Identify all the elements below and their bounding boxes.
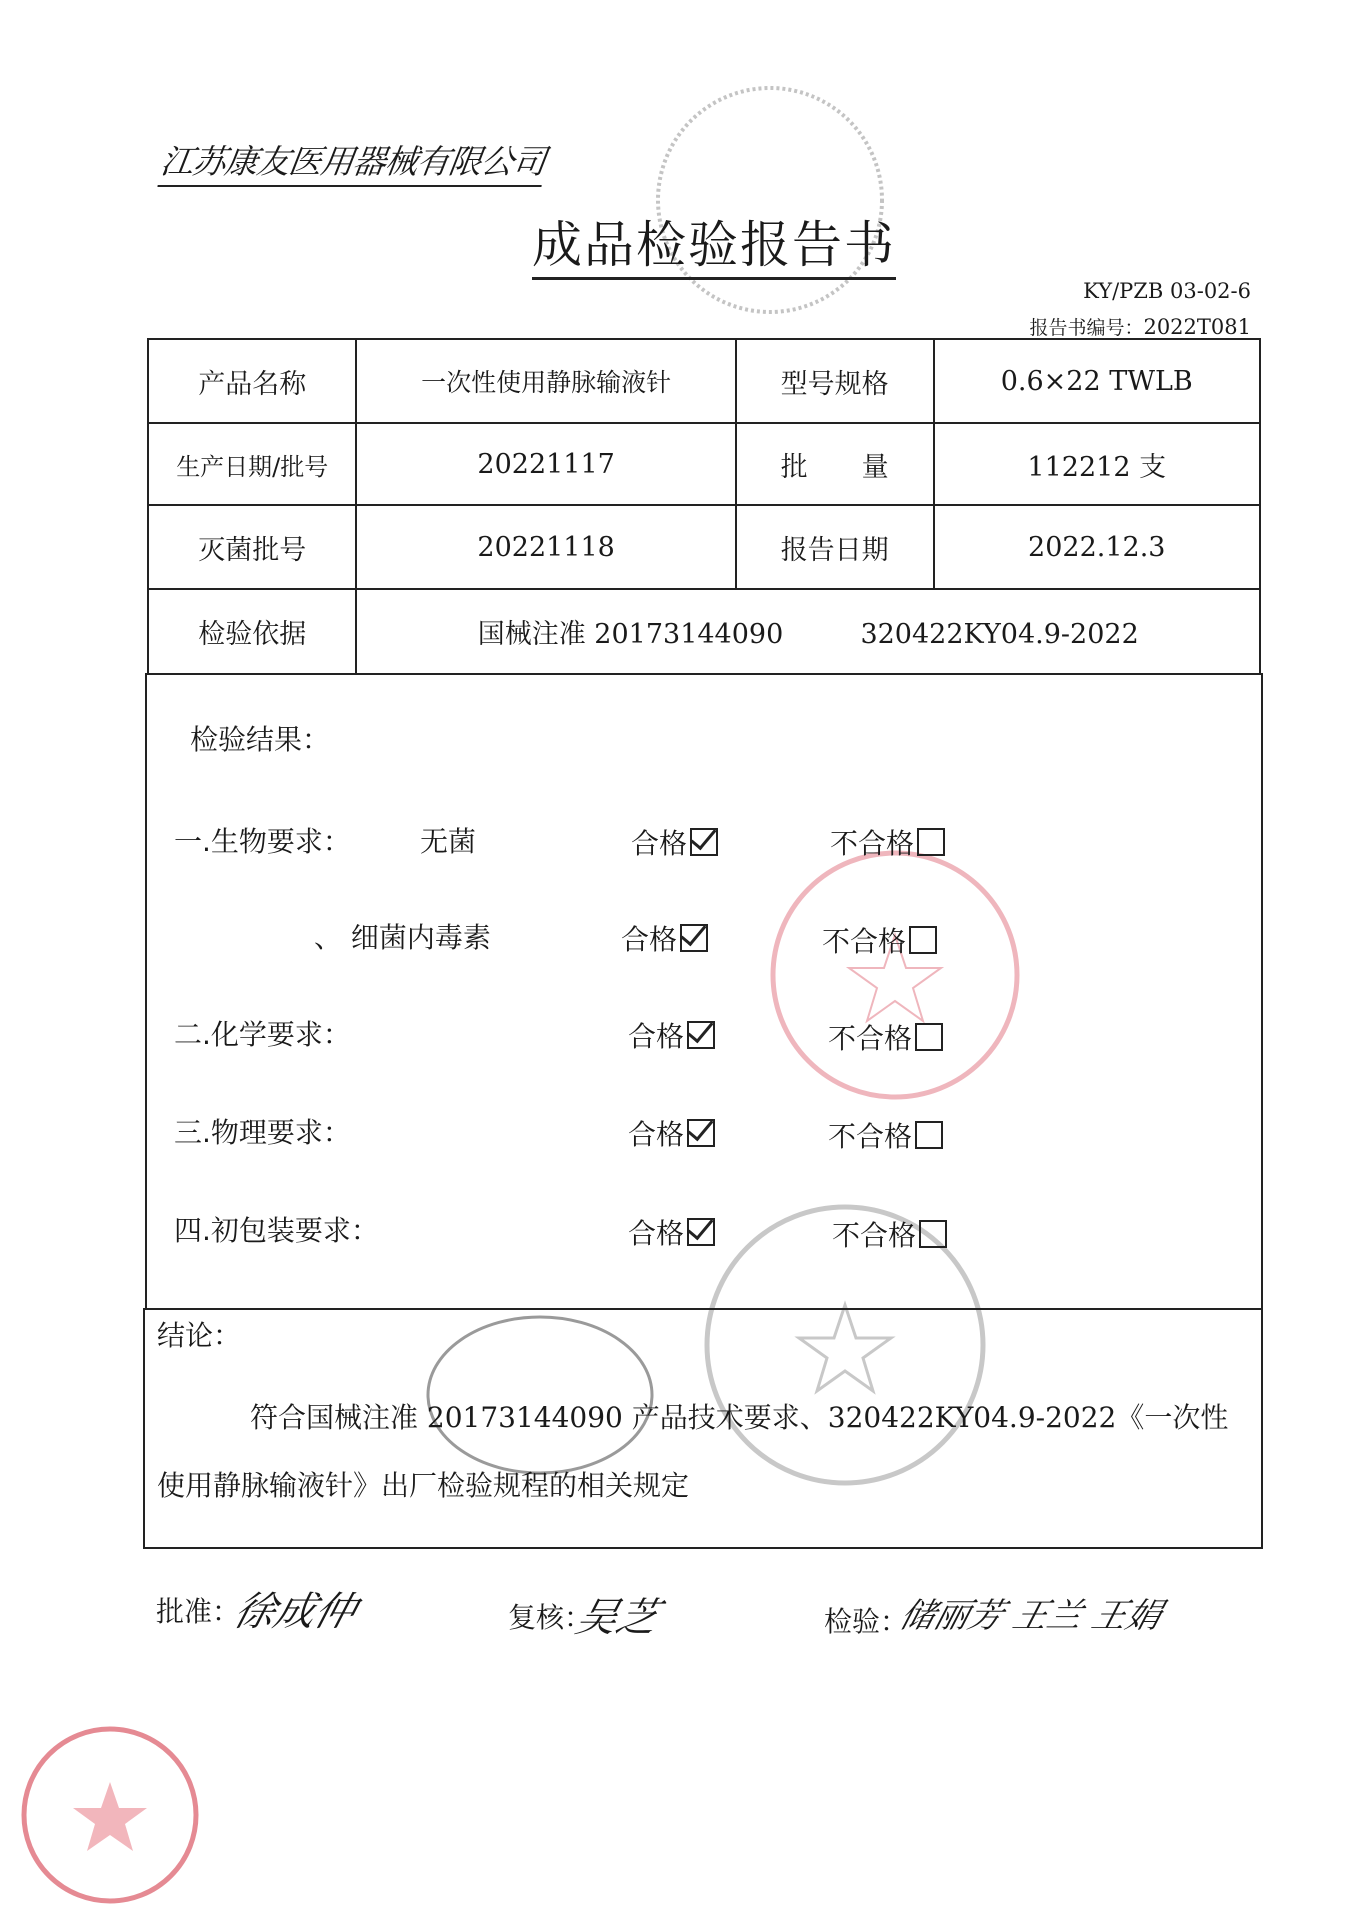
red-stamp-bottom-left xyxy=(15,1720,205,1910)
gray-stamp-top xyxy=(650,80,890,320)
results-heading: 检验结果： xyxy=(190,723,331,756)
pass-checkbox-sterile[interactable] xyxy=(631,822,718,862)
conclusion-heading: 结论： xyxy=(157,1319,242,1352)
result-bio-label: 一.生物要求： xyxy=(174,825,351,858)
result-pack-label: 四.初包装要求： xyxy=(174,1214,379,1247)
checkbox-checked[interactable] xyxy=(680,924,708,952)
pass-label: 合格 xyxy=(621,923,678,956)
checkbox-unchecked[interactable] xyxy=(909,926,937,954)
form-code: KY/PZB 03-02-6 xyxy=(1083,279,1251,303)
basis-value xyxy=(356,589,1260,674)
report-number xyxy=(1029,313,1251,340)
basis-standard: 320422KY04.9-2022 xyxy=(860,619,1139,650)
steril-label: 灭菌批号 xyxy=(148,505,356,589)
fail-checkbox-endotoxin[interactable] xyxy=(822,920,937,960)
pass-checkbox-pack[interactable] xyxy=(628,1212,715,1252)
steril-value: 20221118 xyxy=(356,505,735,589)
checkbox-checked[interactable] xyxy=(687,1119,715,1147)
company-name: 江苏康友医用器械有限公司 xyxy=(157,136,548,187)
report-date-value: 2022.12.3 xyxy=(934,505,1260,589)
table-row xyxy=(148,589,1260,674)
fail-label: 不合格 xyxy=(822,925,907,958)
checkbox-unchecked[interactable] xyxy=(919,1220,947,1248)
batch-qty-label: 批 量 xyxy=(736,423,934,505)
pass-label: 合格 xyxy=(631,827,688,860)
basis-registration: 国械注准 20173144090 xyxy=(477,619,784,650)
result-bio-sub: 无菌 xyxy=(420,825,477,858)
table-row xyxy=(148,505,1260,589)
fail-checkbox-phys[interactable] xyxy=(828,1115,943,1155)
fail-checkbox-sterile[interactable] xyxy=(830,822,945,862)
fail-label: 不合格 xyxy=(828,1120,913,1153)
prod-date-label: 生产日期/批号 xyxy=(148,423,356,505)
approve-signature: 徐成仲 xyxy=(228,1589,362,1635)
result-endotoxin-sub: 、 细菌内毒素 xyxy=(314,921,491,954)
checkbox-checked[interactable] xyxy=(687,1021,715,1049)
review-signature: 吴芝 xyxy=(570,1595,664,1641)
fail-label: 不合格 xyxy=(830,827,915,860)
pass-label: 合格 xyxy=(628,1217,685,1250)
pass-label: 合格 xyxy=(628,1118,685,1151)
prod-date-value: 20221117 xyxy=(356,423,735,505)
fail-label: 不合格 xyxy=(832,1219,917,1252)
report-date-label: 报告日期 xyxy=(736,505,934,589)
model-value: 0.6×22 TWLB xyxy=(934,339,1260,423)
product-name-label: 产品名称 xyxy=(148,339,356,423)
fail-checkbox-pack[interactable] xyxy=(832,1214,947,1254)
checkbox-checked[interactable] xyxy=(687,1218,715,1246)
checkbox-unchecked[interactable] xyxy=(917,828,945,856)
conclusion-line-2: 使用静脉输液针》出厂检验规程的相关规定 xyxy=(157,1469,690,1502)
report-number-value: 2022T081 xyxy=(1143,315,1251,339)
result-chem-label: 二.化学要求： xyxy=(174,1018,351,1051)
table-row xyxy=(148,339,1260,423)
product-name-value: 一次性使用静脉输液针 xyxy=(356,339,735,423)
pass-label: 合格 xyxy=(628,1020,685,1053)
result-phys-label: 三.物理要求： xyxy=(174,1116,351,1149)
checkbox-unchecked[interactable] xyxy=(915,1121,943,1149)
inspect-signature: 储丽芳 王兰 王娟 xyxy=(895,1596,1167,1636)
fail-label: 不合格 xyxy=(828,1022,913,1055)
table-row xyxy=(148,423,1260,505)
checkbox-checked[interactable] xyxy=(690,828,718,856)
model-label: 型号规格 xyxy=(736,339,934,423)
document-title: 成品检验报告书 xyxy=(532,205,896,280)
pass-checkbox-phys[interactable] xyxy=(628,1113,715,1153)
fail-checkbox-chem[interactable] xyxy=(828,1017,943,1057)
basis-label: 检验依据 xyxy=(148,589,356,674)
inspect-label: 检验： xyxy=(824,1605,909,1638)
pass-checkbox-endotoxin[interactable] xyxy=(621,918,708,958)
checkbox-unchecked[interactable] xyxy=(915,1023,943,1051)
approve-label: 批准： xyxy=(156,1595,241,1628)
batch-qty-value: 112212 支 xyxy=(934,423,1260,505)
pass-checkbox-chem[interactable] xyxy=(628,1015,715,1055)
report-number-label: 报告书编号： xyxy=(1029,317,1144,339)
review-label: 复核： xyxy=(508,1601,593,1634)
conclusion-line-1: 符合国械注准 20173144090 产品技术要求、320422KY04.9-2022《一次性 xyxy=(250,1401,1229,1434)
info-table xyxy=(147,338,1261,675)
